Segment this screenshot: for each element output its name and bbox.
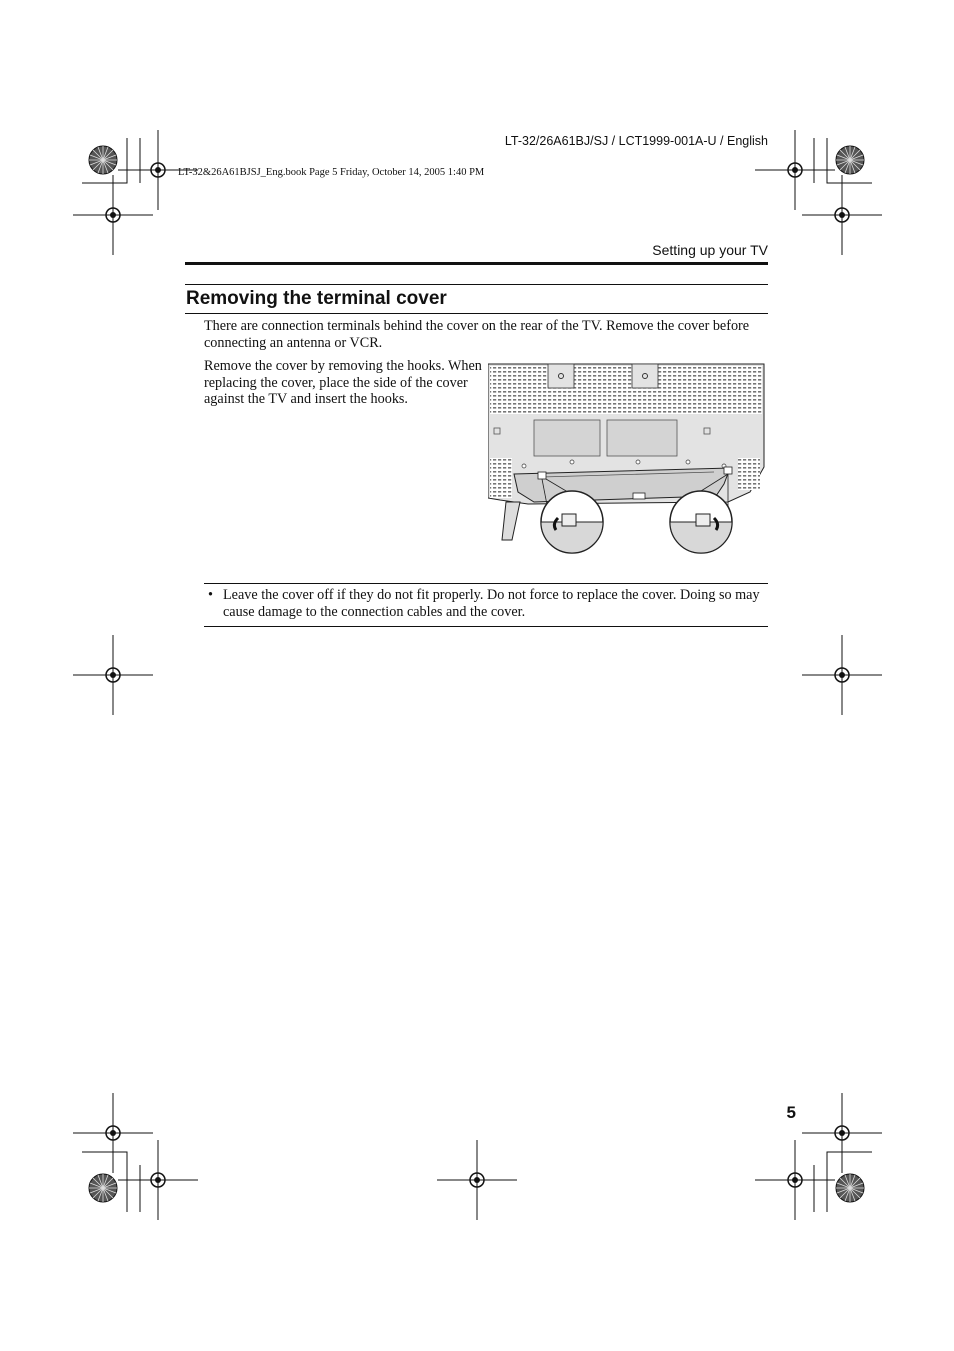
heading-rule-bottom <box>185 313 768 314</box>
note-item <box>208 587 768 620</box>
bullet-icon: • <box>208 587 213 603</box>
section-title: Setting up your TV <box>652 242 768 258</box>
page-number: 5 <box>786 1103 796 1122</box>
terminal-cover-illustration <box>488 362 766 558</box>
page-heading: Removing the terminal cover <box>186 288 447 309</box>
note-text: Leave the cover off if they do not fit properly. Do not force to replace the cover. Doing so may cause damage to the connection cables and the cover. <box>223 587 760 620</box>
document-id: LT-32/26A61BJ/SJ / LCT1999-001A-U / English <box>504 134 768 148</box>
intro-paragraph: There are connection terminals behind the cover on the rear of the TV. Remove the cover before connecting an antenna or VCR. <box>204 318 750 351</box>
note-rule-bottom <box>204 626 768 627</box>
book-info-line: LT-32&26A61BJSJ_Eng.book Page 5 Friday, October 14, 2005 1:40 PM <box>178 167 485 178</box>
header-rule <box>185 262 768 265</box>
instruction-paragraph: Remove the cover by removing the hooks. When replacing the cover, place the side of the cover against the TV and insert the hooks. <box>204 358 482 407</box>
note-rule-top <box>204 583 768 584</box>
heading-rule-top <box>185 284 768 285</box>
